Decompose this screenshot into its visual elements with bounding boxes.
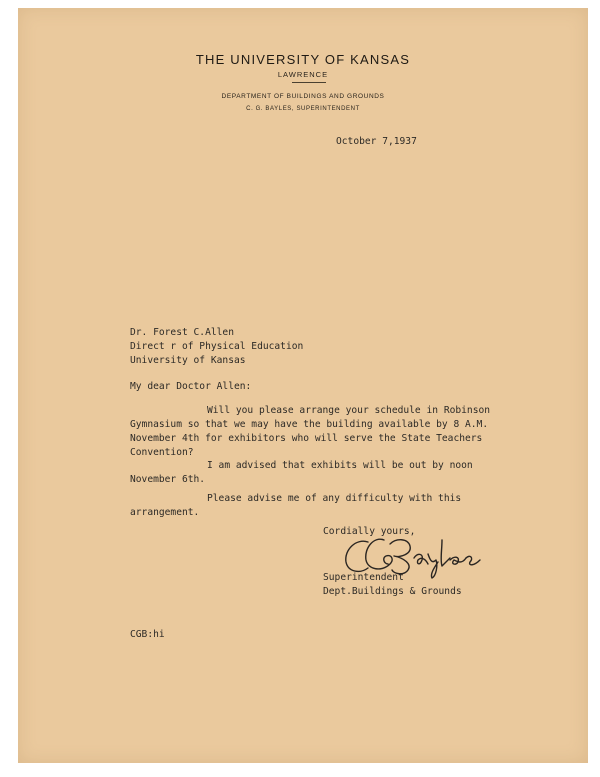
typist-initials: CGB:hi	[130, 629, 165, 640]
salutation: My dear Doctor Allen:	[130, 381, 252, 392]
closing: Cordially yours,	[323, 526, 416, 537]
signer-title-line-2: Dept.Buildings & Grounds	[323, 586, 462, 597]
body-line: Gymnasium so that we may have the building available by 8 A.M.	[130, 419, 489, 430]
letterhead-city: LAWRENCE	[277, 70, 329, 79]
body-line: I am advised that exhibits will be out by noon	[207, 460, 473, 471]
recipient-line-3: University of Kansas	[130, 355, 246, 366]
letterhead-university: THE UNIVERSITY OF KANSAS	[195, 52, 411, 67]
letter-page	[18, 8, 588, 763]
recipient-line-1: Dr. Forest C.Allen	[130, 327, 234, 338]
body-line: November 4th for exhibitors who will serve the State Teachers	[130, 433, 483, 444]
letter-date: October 7,1937	[336, 136, 417, 147]
letterhead-superintendent: C. G. BAYLES, SUPERINTENDENT	[246, 106, 360, 112]
body-line: Please advise me of any difficulty with this	[207, 493, 462, 504]
body-line: November 6th.	[130, 474, 206, 485]
letterhead-department: DEPARTMENT OF BUILDINGS AND GROUNDS	[221, 93, 385, 100]
signer-title-line-1: Superintendent	[323, 572, 404, 583]
body-line: Will you please arrange your schedule in Robinson	[207, 405, 491, 416]
letterhead-rule	[292, 82, 326, 83]
body-line: arrangement.	[130, 507, 200, 518]
recipient-line-2: Direct r of Physical Education	[130, 341, 304, 352]
body-line: Convention?	[130, 447, 194, 458]
